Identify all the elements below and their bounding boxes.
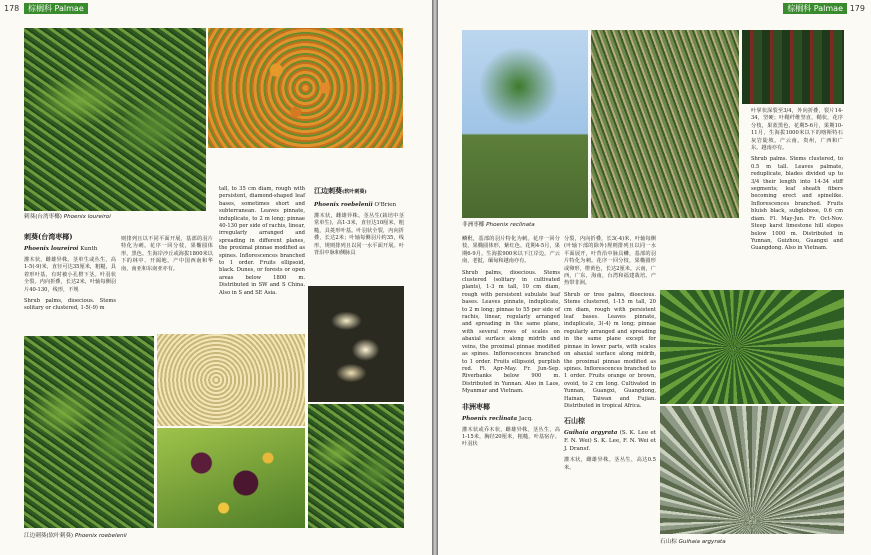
species-name-latin: Phoenix loureiroi Kunth: [24, 246, 98, 252]
caption-zh: 石山棕: [660, 539, 677, 545]
photo-palm-garden: [308, 404, 404, 528]
species4-description-zh: 灌木状，雌雄异株。茎丛生，高达0.5米。: [564, 457, 656, 471]
description-zh-cont: 则排列且以不同平面开展，基部的羽片特化为刺。花序一回分枝，果椭圆体形，黑色。生海岸沙丘或海拔1800米以下的林中、开阔地。产中国西南和华南，南亚和东南亚亦有。: [121, 236, 213, 272]
photo-cream-inflorescence: [157, 334, 305, 426]
page-number-right: 179: [849, 4, 865, 13]
text-column-1: [24, 232, 116, 317]
photo-palm-inflorescence: [591, 30, 739, 218]
section-tag-right: 棕榈科 Palmae: [783, 3, 847, 14]
description-en: Shrub palms, dioecious. Stems clustered (solitary in cultivated plants), 1-3 m tall, 10 cm diam, rough with persistent subulate leaf bases. Leaves pinnate, induplicate, to 2 m long; pinnae to 55 per side of rachis, linear, regularly arranged and spreading in the same plane, with several rows of scales on abaxial surface along midrib and veins, the proximal pinnae modified as spines. Inflorescences branched to 1 order. Fruits ellipsoid, purplish red. Fl. Apr-May. Fr. Jun-Sep. Riverbanks below 900 m. Distributed in Yunnan. Also in Laos, Myanmar and Vietnam.: [462, 269, 560, 395]
description-zh: 鳞秕，基部的羽片特化为刺。花序一回分枝，果椭圆体形，紫红色。花期4-5月，果期6-9月。生海拔900米以下江岸边。产云南，老挝，缅甸和越南亦有。: [462, 236, 560, 265]
caption-latin: Phoenix reclinata: [486, 222, 535, 228]
description-en: Shrub or tree palms, dioecious. Stems clustered, 1-15 m tall, 20 cm diam, rough with persistent leaf bases. Leaves pinnate, induplicate, 3(-4) m long; pinnae regularly arranged and spreading in the same plane except for pinnae in lower parts, with scales on abaxial surface along midrib, the proximal pinnae modified as spines. Inflorescences branched to 1 order. Fruits orange or brown, ovoid, to 2 cm long. Cultivated in Yunnan, Guangxi, Guangdong, Hainan, Taiwan and Fujian. Distributed in tropical Africa.: [564, 291, 656, 409]
species4-name-latin: Guihaia argyrata (S. K. Lee et F. N. Wei) S. K. Lee, F. N. Wei et J. Dransf.: [564, 430, 657, 453]
caption-latin: Phoenix loureiroi: [63, 214, 111, 220]
photo-phoenix-reclinata-palm: [462, 30, 588, 218]
description-zh: 分裂，内向折叠，长3(-4)米，叶轴每侧(叶轴下部的除外)规则排列且以同一水平面展开，叶背沿中脉具鳞，基部的羽片特化为刺。花序一回分枝，果椭圆形或卵形，橙黄色，长达2厘米。云南，广西，广东，海南，台湾和福建栽培。产热带非洲。: [564, 236, 656, 287]
caption-phoenix-roebelenii: [24, 531, 127, 539]
photo-red-trunks: [742, 30, 844, 104]
section-tag-left: 棕榈科 Palmae: [24, 3, 88, 14]
description-en-cont: tall, to 35 cm diam, rough with persistent, diamond-shaped leaf bases, sometimes short and subterranean. Leaves pinnate, induplicate, to 2 m long; pinnae 40-130 per side of rachis, linear, irregularly arranged and spreading in different planes, the proximal pinnae modified as spines. Inflorescences branched to 1 order. Fruits ellipsoid, black. Dunes, or forests or open areas below 1800 m. Distributed in SW and S China. Also in S and SE Asia.: [219, 186, 305, 296]
caption-zh: 非洲枣椰: [462, 222, 485, 228]
text-column-3: [219, 186, 305, 301]
description-zh: 灌木状，雌雄异株。茎单生或丛生，高1-5(-9)米，直径可达35厘米，粗糙，具着形叶基，有时被小孔橙下茎。叶羽状全裂，内向折叠，长达2米，叶轴每侧羽片40-130，线形，不规: [24, 257, 116, 293]
species-name-zh: 刺葵(台湾枣椰): [24, 232, 73, 241]
caption-phoenix-loureiroi: [24, 212, 111, 220]
photo-phoenix-roebelenii-palm: [24, 336, 154, 528]
photo-purple-fruit: [157, 428, 305, 528]
photo-guihaia-argyrata: [660, 406, 844, 534]
species3-description-zh: 灌木状或乔木状，雌雄异株。茎丛生，高1-15米，胸径20厘米，粗糙，叶基宿存。叶羽状: [462, 426, 560, 448]
species2-name-zh: 江边刺葵(软叶刺葵): [314, 186, 367, 195]
species4-name-zh: 石山棕: [564, 416, 585, 426]
text-column-4: [314, 186, 404, 261]
photo-orange-fruit: [208, 28, 403, 148]
photo-white-flowers: [308, 286, 404, 402]
page-number-left: 178: [4, 4, 20, 13]
description-en-top: Shrub palms. Stems clustered, to 0.5 m tall. Leaves palmate, reduplicate, blades divided up to 3/4 their length into 14-34 stiff segments; leaf sheath fibers becoming erect and spinelike. Inflorescences branched. Fruits bluish black, subglobose, 0.6 cm diam. Fl. May-Jun. Fr. Oct-Nov. Steep karst limestone hill slopes below 1000 m. Distributed in Yunnan, Guizhou, Guangxi and Guangdong. Also in Vietnam.: [751, 156, 843, 252]
caption-zh: 江边刺葵(软叶刺葵): [24, 533, 74, 539]
description-en: Shrub palms, dioecious. Stems solitary or clustered, 1-5(-9) m: [24, 298, 116, 312]
species2-name-latin: Phoenix roebelenii O'Brien: [314, 202, 397, 208]
species3-name-latin: Phoenix reclinata Jacq.: [462, 415, 533, 422]
text-column-1: [462, 236, 560, 453]
photo-fan-palm: [660, 290, 844, 404]
caption-zh: 刺葵(台湾枣椰): [24, 214, 62, 220]
species3-name-zh: 非洲枣椰: [462, 401, 490, 411]
photo-phoenix-loureiroi-palm: [24, 28, 206, 211]
caption-guihaia-argyrata: [660, 537, 726, 545]
text-column-2: [121, 236, 213, 277]
caption-latin: Guihaia argyrata: [678, 539, 726, 545]
left-page: [0, 0, 432, 555]
species2-description-zh: 灌木状，雌雄异株。茎丛生(栽培中茎常单生)，高1-3米，直径达10厘米，粗糙，具菱形叶基。叶羽状全裂，内向折叠，长达2米；叶轴每侧羽片约35，线形，规则排列且以同一水平面开展。叶背沿中脉和侧脉具: [314, 213, 404, 257]
text-column-2: [564, 236, 656, 476]
text-column-3: [751, 108, 843, 257]
description-zh-top: 叶掌状深裂至3/4，外向折叠，裂片14-34，坚硬；叶鞘纤维坚直，鞘状，花序分枝，果蓝黑色，花期5-6月，果期10-11月，生海拔1000米以下的喀斯特石灰岩陡坡。产云南，贵州，广西和广东。越南亦有。: [751, 108, 843, 152]
right-page: [438, 0, 871, 555]
caption-phoenix-reclinata: [462, 220, 535, 228]
caption-latin: Phoenix roebelenii: [74, 533, 127, 539]
